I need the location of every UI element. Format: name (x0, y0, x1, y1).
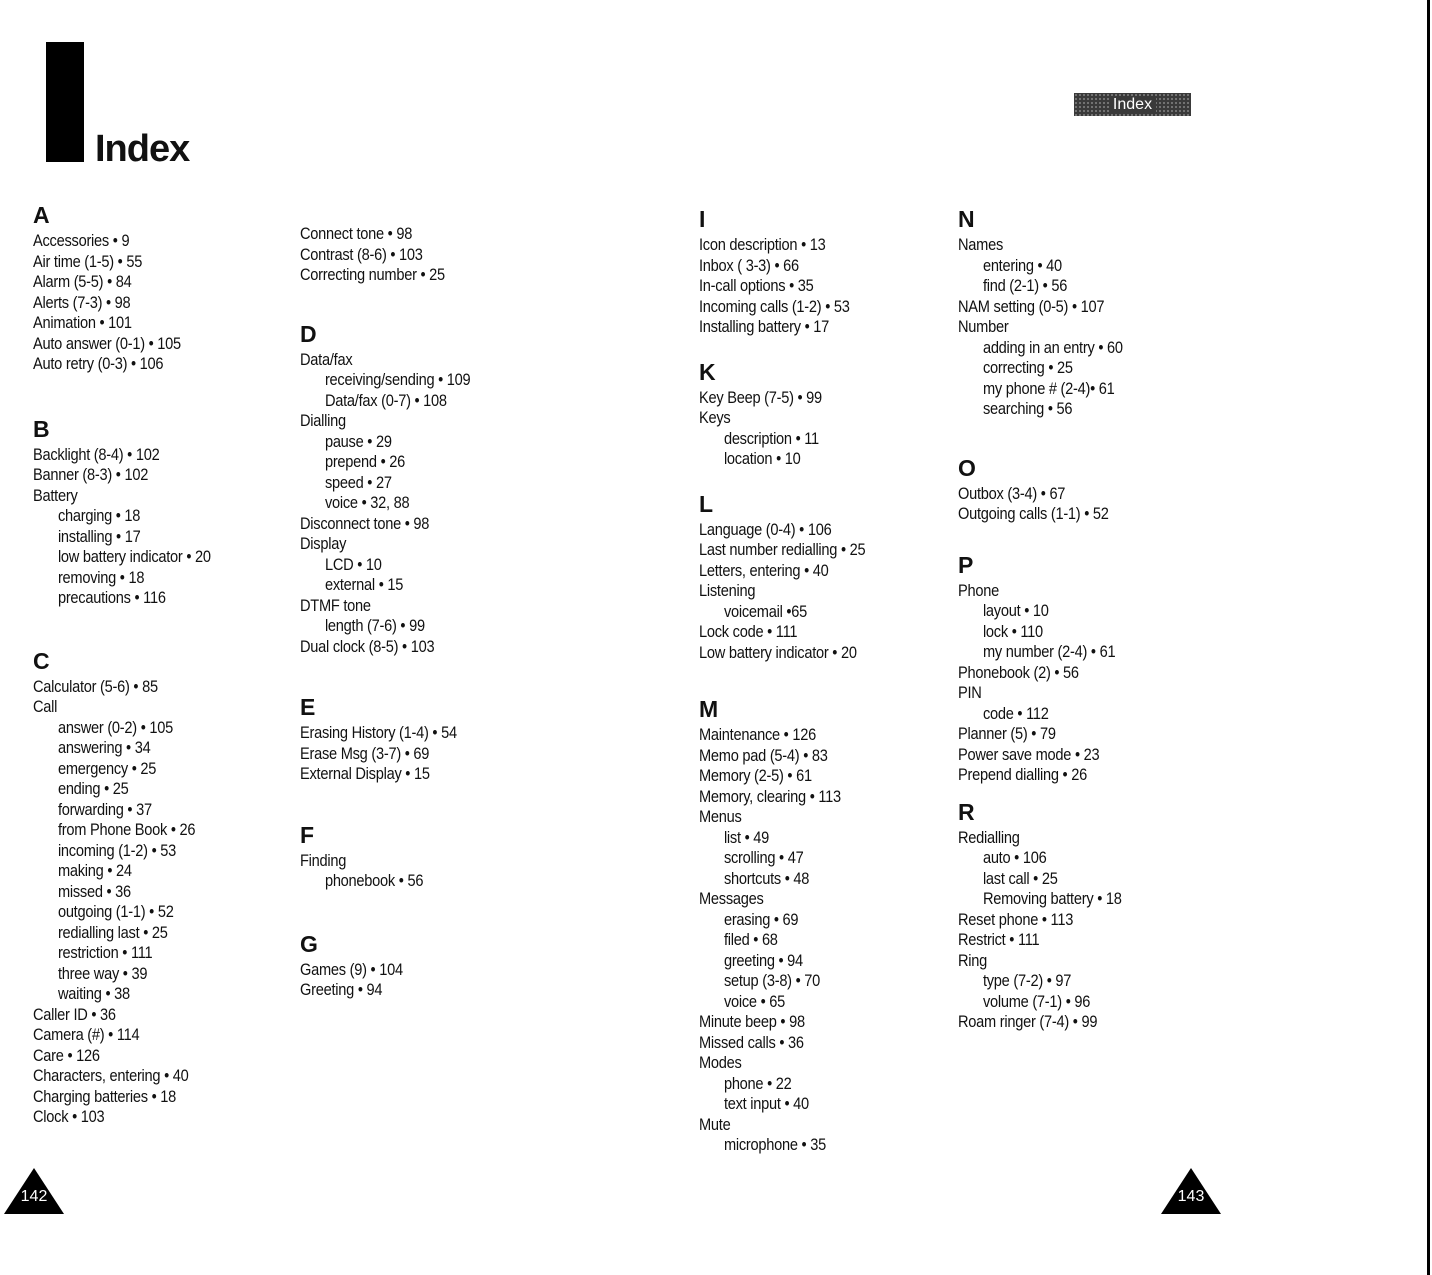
index-subentry: precautions • 116 (57, 588, 166, 607)
index-subentry: scrolling • 47 (723, 848, 804, 867)
index-entry: Accessories • 9 (33, 231, 130, 250)
index-section (300, 693, 498, 785)
index-section (958, 551, 1150, 786)
index-subentry: correcting • 25 (982, 358, 1073, 377)
header-tab-label: Index (1109, 96, 1156, 113)
index-entry: PIN (958, 683, 982, 702)
index-subentry: phonebook • 56 (324, 871, 424, 890)
index-entry: Maintenance • 126 (699, 725, 816, 744)
index-subentry: volume (7-1) • 96 (982, 991, 1091, 1011)
index-entry: DTMF tone (300, 595, 371, 615)
section-letter: C (33, 647, 50, 674)
index-subentry: missed • 36 (57, 881, 131, 901)
index-entry: Roam ringer (7-4) • 99 (958, 1012, 1098, 1031)
index-entry: External Display • 15 (300, 764, 430, 783)
index-subentry: external • 15 (324, 575, 404, 594)
index-subentry: pause • 29 (324, 431, 392, 451)
index-subentry: three way • 39 (57, 963, 148, 983)
index-entry: NAM setting (0-5) • 107 (958, 296, 1105, 316)
index-subentry: voice • 32, 88 (324, 493, 410, 512)
index-subentry: ending • 25 (57, 779, 129, 798)
index-entry: Care • 126 (33, 1045, 100, 1065)
index-entry: Banner (8-3) • 102 (33, 465, 149, 484)
index-entry: Data/fax (300, 349, 353, 369)
section-letter: O (958, 454, 976, 481)
index-entry: Restrict • 111 (958, 930, 1040, 949)
index-entry: Characters, entering • 40 (33, 1066, 189, 1085)
index-subentry: greeting • 94 (723, 950, 803, 970)
index-entry: Contrast (8-6) • 103 (300, 244, 423, 264)
index-section (958, 205, 1150, 420)
index-entry: Correcting number • 25 (300, 265, 445, 284)
section-letter: M (699, 696, 719, 722)
index-subentry: Removing battery • 18 (982, 889, 1122, 908)
index-subentry: waiting • 38 (57, 984, 130, 1003)
index-section (300, 930, 498, 1001)
index-subentry: filed • 68 (723, 930, 778, 949)
index-subentry: erasing • 69 (723, 909, 799, 929)
index-entry: Memory (2-5) • 61 (699, 766, 812, 785)
section-letter: F (300, 821, 315, 848)
index-subentry: answering • 34 (57, 738, 151, 757)
index-subentry: installing • 17 (57, 526, 141, 546)
index-subentry: low battery indicator • 20 (57, 547, 211, 566)
index-entry: Phonebook (2) • 56 (958, 662, 1079, 682)
index-entry: Outbox (3-4) • 67 (958, 483, 1066, 503)
index-entry: Installing battery • 17 (699, 317, 830, 336)
index-subentry: charging • 18 (57, 506, 141, 525)
index-subentry: text input • 40 (723, 1094, 809, 1113)
section-letter: I (699, 206, 706, 232)
index-subentry: answer (0-2) • 105 (57, 717, 173, 737)
index-subentry: shortcuts • 48 (723, 868, 810, 888)
index-entry: Reset phone • 113 (958, 909, 1074, 929)
index-entry: Charging batteries • 18 (33, 1086, 177, 1106)
section-letter: A (33, 202, 50, 228)
index-entry: Memory, clearing • 113 (699, 786, 841, 806)
index-subentry: auto • 106 (982, 848, 1047, 867)
index-section (958, 798, 1150, 1033)
index-entry: Phone (958, 580, 999, 600)
section-letter: L (699, 490, 714, 517)
index-section (33, 415, 240, 609)
index-entry: Names (958, 235, 1004, 254)
index-entry: Planner (5) • 79 (958, 724, 1056, 743)
index-subentry: find (2-1) • 56 (982, 276, 1068, 295)
index-section (33, 201, 240, 375)
index-entry: In-call options • 35 (699, 276, 814, 295)
index-entry: Key Beep (7-5) • 99 (699, 387, 822, 407)
title-marker-bar (46, 42, 84, 162)
index-subentry: description • 11 (723, 428, 819, 448)
index-subentry: speed • 27 (324, 472, 392, 492)
index-subentry: my phone # (2-4)• 61 (982, 378, 1115, 398)
index-subentry: layout • 10 (982, 601, 1049, 620)
index-entry: Connect tone • 98 (300, 224, 413, 243)
index-subentry: length (7-6) • 99 (324, 616, 425, 635)
index-entry: Camera (#) • 114 (33, 1025, 140, 1044)
index-column-1 (33, 201, 240, 1128)
section-letter: N (958, 206, 975, 232)
section-letter: D (300, 320, 317, 347)
index-entry: Auto retry (0-3) • 106 (33, 354, 164, 373)
index-entry: Memo pad (5-4) • 83 (699, 745, 828, 765)
index-entry: Language (0-4) • 106 (699, 519, 832, 539)
index-subentry: removing • 18 (57, 567, 145, 587)
index-entry: Modes (699, 1053, 742, 1072)
index-entry: Dialling (300, 411, 346, 430)
index-section (300, 821, 498, 892)
index-entry: Games (9) • 104 (300, 959, 403, 979)
index-entry: Alarm (5-5) • 84 (33, 272, 132, 291)
index-section (300, 320, 498, 658)
index-entry: Number (958, 317, 1009, 336)
index-entry: Keys (699, 408, 731, 427)
index-section (300, 224, 498, 286)
index-subentry: entering • 40 (982, 255, 1062, 275)
index-subentry: setup (3-8) • 70 (723, 971, 821, 990)
index-section (33, 647, 240, 1128)
index-subentry: lock • 110 (982, 621, 1043, 641)
index-subentry: making • 24 (57, 861, 132, 880)
index-entry: Missed calls • 36 (699, 1032, 804, 1052)
section-letter: K (699, 358, 716, 385)
index-subentry: restriction • 111 (57, 943, 153, 962)
index-entry: Disconnect tone • 98 (300, 513, 430, 533)
index-entry: Last number redialling • 25 (699, 540, 866, 559)
index-subentry: type (7-2) • 97 (982, 971, 1072, 990)
index-entry: Caller ID • 36 (33, 1004, 116, 1024)
section-letter: G (300, 930, 318, 957)
index-subentry: LCD • 10 (324, 554, 382, 574)
index-subentry: emergency • 25 (57, 758, 157, 778)
section-letter: B (33, 415, 50, 442)
index-entry: Air time (1-5) • 55 (33, 251, 143, 271)
index-entry: Messages (699, 889, 764, 908)
index-subentry: voice • 65 (723, 991, 785, 1011)
index-subentry: prepend • 26 (324, 452, 406, 471)
index-subentry: adding in an entry • 60 (982, 337, 1123, 357)
index-subentry: list • 49 (723, 827, 769, 847)
page-number-left: 142 (20, 1188, 48, 1205)
index-section (699, 490, 892, 664)
index-subentry: searching • 56 (982, 399, 1073, 418)
index-entry: Redialling (958, 827, 1020, 847)
index-entry: Clock • 103 (33, 1107, 105, 1126)
index-entry: Backlight (8-4) • 102 (33, 444, 160, 464)
index-entry: Icon description • 13 (699, 235, 826, 254)
index-entry: Ring (958, 950, 988, 970)
index-entry: Listening (699, 581, 756, 600)
section-letter: E (300, 694, 316, 720)
section-letter: R (958, 798, 975, 825)
index-entry: Minute beep • 98 (699, 1012, 805, 1031)
index-subentry: location • 10 (723, 449, 801, 468)
index-entry: Finding (300, 850, 347, 870)
index-column-4 (958, 205, 1150, 1033)
index-subentry: redialling last • 25 (57, 922, 168, 942)
index-entry: Erasing History (1-4) • 54 (300, 723, 457, 742)
index-entry: Incoming calls (1-2) • 53 (699, 296, 850, 316)
page-number-right: 143 (1177, 1188, 1205, 1205)
index-subentry: last call • 25 (982, 868, 1058, 888)
index-subentry: phone • 22 (723, 1073, 792, 1093)
index-entry: Outgoing calls (1-1) • 52 (958, 504, 1109, 523)
index-entry: Greeting • 94 (300, 980, 383, 999)
index-entry: Low battery indicator • 20 (699, 642, 857, 662)
index-column-3 (699, 205, 892, 1156)
index-entry: Mute (699, 1114, 731, 1134)
index-entry: Display (300, 534, 347, 553)
index-entry: Lock code • 111 (699, 622, 798, 641)
index-section (958, 454, 1150, 525)
index-entry: Calculator (5-6) • 85 (33, 676, 158, 696)
index-entry: Power save mode • 23 (958, 744, 1100, 764)
index-entry: Erase Msg (3-7) • 69 (300, 743, 430, 763)
page-title: Index (95, 128, 190, 170)
page-edge-rule (1427, 0, 1430, 1275)
index-section (699, 358, 892, 470)
index-entry: Alerts (7-3) • 98 (33, 292, 131, 312)
index-subentry: outgoing (1-1) • 52 (57, 902, 174, 921)
index-entry: Animation • 101 (33, 313, 132, 332)
index-section (699, 695, 892, 1156)
index-entry: Inbox ( 3-3) • 66 (699, 255, 799, 275)
section-letter: P (958, 551, 974, 578)
index-entry: Letters, entering • 40 (699, 560, 829, 580)
index-subentry: code • 112 (982, 703, 1049, 723)
index-subentry: Data/fax (0-7) • 108 (324, 390, 447, 410)
index-entry: Prepend dialling • 26 (958, 765, 1087, 784)
index-subentry: my number (2-4) • 61 (982, 642, 1116, 661)
index-entry: Menus (699, 807, 742, 826)
index-entry: Dual clock (8-5) • 103 (300, 636, 435, 656)
index-subentry: incoming (1-2) • 53 (57, 840, 176, 860)
index-entry: Call (33, 697, 58, 716)
index-section (699, 205, 892, 338)
header-tab (1074, 93, 1191, 116)
index-subentry: from Phone Book • 26 (57, 820, 196, 839)
index-subentry: forwarding • 37 (57, 799, 152, 819)
index-subentry: voicemail •65 (723, 601, 807, 621)
index-entry: Auto answer (0-1) • 105 (33, 333, 181, 353)
index-subentry: microphone • 35 (723, 1135, 826, 1154)
index-column-2 (300, 224, 498, 1001)
index-entry: Battery (33, 485, 78, 505)
index-subentry: receiving/sending • 109 (324, 370, 471, 389)
